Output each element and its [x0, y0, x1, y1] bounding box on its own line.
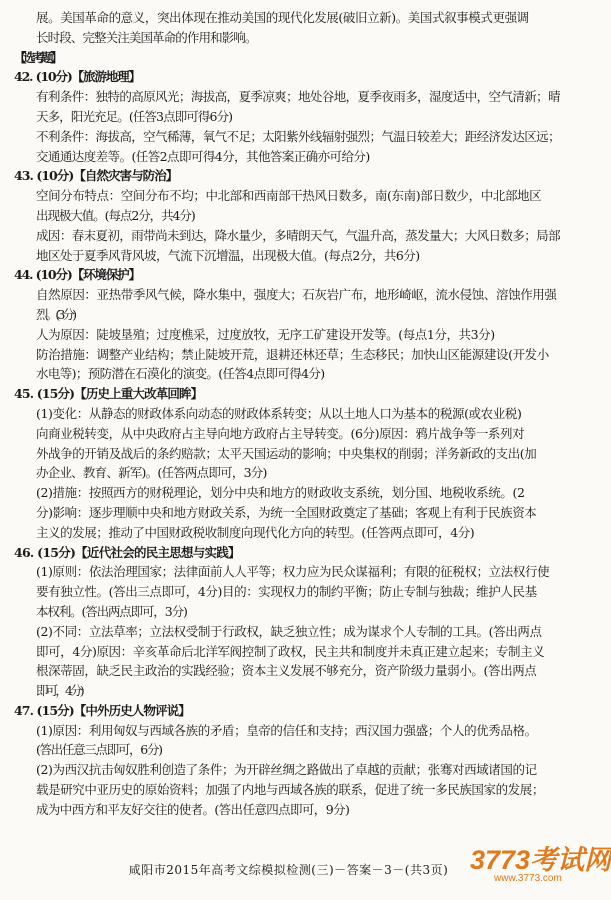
text-line: 根深蒂固，缺乏民主政治的实践经验；资本主义发展不够充分，资产阶级力量弱小。(答出两点 — [36, 663, 537, 679]
text-line: 办企业、教育、新军)。(任答两点即可，3分) — [36, 465, 267, 481]
text-line: 交通通达度差等。(任答2点即可得4分，其他答案正确亦可给分) — [36, 148, 370, 164]
answer-content — [0, 8, 577, 820]
text-line: 本权利。(答出两点即可，3分) — [36, 603, 187, 619]
text-line: 出现极大值。(每点2分，共4分) — [36, 207, 195, 223]
text-line: 自然原因：亚热带季风气候，降水集中，强度大；石灰岩广布，地形崎岖，流水侵蚀、溶蚀作用强 — [36, 287, 557, 303]
text-line: (2)不同：立法草率；立法权受制于行政权，缺乏独立性；成为谋求个人专制的工具。(答出两点 — [36, 623, 542, 639]
text-line: 外战争的开销及战后的条约赔款；太平天国运动的影响；中央集权的削弱；洋务新政的支出(加 — [36, 445, 537, 461]
text-line: 向商业税转变，从中央政府占主导向地方政府占主导转变。(6分)原因：鸦片战争等一系列对 — [36, 425, 525, 441]
text-line: 46. (15分)【近代社会的民主思想与实践】 — [14, 544, 240, 560]
text-line: 载是研究中亚历史的原始资料；加强了内地与西域各族的联系，促进了统一多民族国家的发展； — [36, 782, 545, 798]
text-line: 不利条件：海拔高，空气稀薄，氧气不足；太阳紫外线辐射强烈；气温日较差大；距经济发达区远； — [36, 128, 561, 144]
page-footer: 咸阳市2015年高考文综模拟检测(三)－答案－3－(共3页) — [128, 863, 449, 877]
watermark-logo — [470, 845, 611, 886]
text-line: 要有独立性。(答出三点即可，4分)目的：实现权力的制约平衡；防止专制与独裁；维护人民基 — [36, 584, 537, 600]
text-line: 天多，阳光充足。(任答3点即可得6分) — [36, 108, 233, 124]
text-line: 主义的发展；推动了中国财政税收制度向现代化方向的转型。(任答两点即可，4分) — [36, 524, 475, 540]
text-line: 成为中西方和平友好交往的使者。(答出任意四点即可，9分) — [36, 801, 350, 817]
text-line: 成因：春末夏初，雨带尚未到达，降水量少，多晴朗天气，气温升高，蒸发量大；大风日数多；局部 — [36, 227, 561, 243]
text-line: 空间分布特点：空间分布不均；中北部和西南部干热风日数多，南(东南)部日数少，中北部地区 — [36, 188, 542, 204]
watermark-url: www.3773.com — [494, 873, 562, 884]
text-line: 分)影响：逐步理顺中央和地方财政关系，为统一全国财政奠定了基础；客观上有利于民族资本 — [36, 504, 537, 520]
text-line: 水电等)；预防潜在石漠化的演变。(任答4点即可得4分) — [36, 366, 325, 382]
text-line: 长时段、完整关注美国革命的作用和影响。 — [36, 29, 257, 45]
text-line: 有利条件：独特的高原风光；海拔高，夏季凉爽；地处谷地，夏季夜雨多，湿度适中，空气清新；晴 — [36, 89, 561, 105]
watermark-main: 3773考试网 — [470, 845, 611, 875]
text-line: 44. (10分)【环境保护】 — [14, 267, 140, 283]
text-line: (答出任意三点即可，6分) — [36, 742, 162, 758]
text-line: 烈。(3分) — [36, 306, 75, 322]
text-line: (2)措施：按照西方的财税理论，划分中央和地方的财政收支系统，划分国、地税收系统。(2 — [36, 485, 525, 501]
text-line: 地区处于夏季风背风坡，气流下沉增温，出现极大值。(每点2分，共6分) — [36, 247, 420, 263]
text-line: 【选考题】 — [14, 49, 60, 65]
text-line: 43. (10分)【自然灾害与防治】 — [14, 168, 178, 184]
text-line: 即可，4分)原因：辛亥革命后北洋军阀控制了政权，民主共和制度并未真正建立起来；专制主义 — [36, 643, 545, 659]
text-line: 42. (10分)【旅游地理】 — [14, 69, 140, 85]
text-line: 人为原因：陡坡垦殖；过度樵采，过度放牧，无序工矿建设开发等。(每点1分，共3分) — [36, 326, 495, 342]
text-line: (1)原则：依法治理国家；法律面前人人平等；权力应为民众谋福利；有限的征税权；立法权行使 — [36, 564, 550, 580]
text-line: (2)为西汉抗击匈奴胜利创造了条件；为开辟丝绸之路做出了卓越的贡献；张骞对西域诸国的记 — [36, 762, 537, 778]
text-line: (1)变化：从静态的财政体系向动态的财政体系转变；从以土地人口为基本的税源(或农业税) — [36, 405, 522, 421]
text-line: 即可，4分) — [36, 683, 82, 699]
text-line: 防治措施：调整产业结构；禁止陡坡开荒，退耕还林还草；生态移民；加快山区能源建设(开发小 — [36, 346, 549, 362]
text-line: 45. (15分)【历史上重大改革回眸】 — [14, 386, 203, 402]
text-line: 展。美国革命的意义，突出体现在推动美国的现代化发展(破旧立新)。美国式叙事模式更强调 — [36, 10, 529, 25]
text-line: (1)原因：利用匈奴与西域各族的矛盾；皇帝的信任和支持；西汉国力强盛；个人的优秀品格。 — [36, 722, 537, 738]
text-line: 47. (15分)【中外历史人物评说】 — [14, 702, 190, 718]
